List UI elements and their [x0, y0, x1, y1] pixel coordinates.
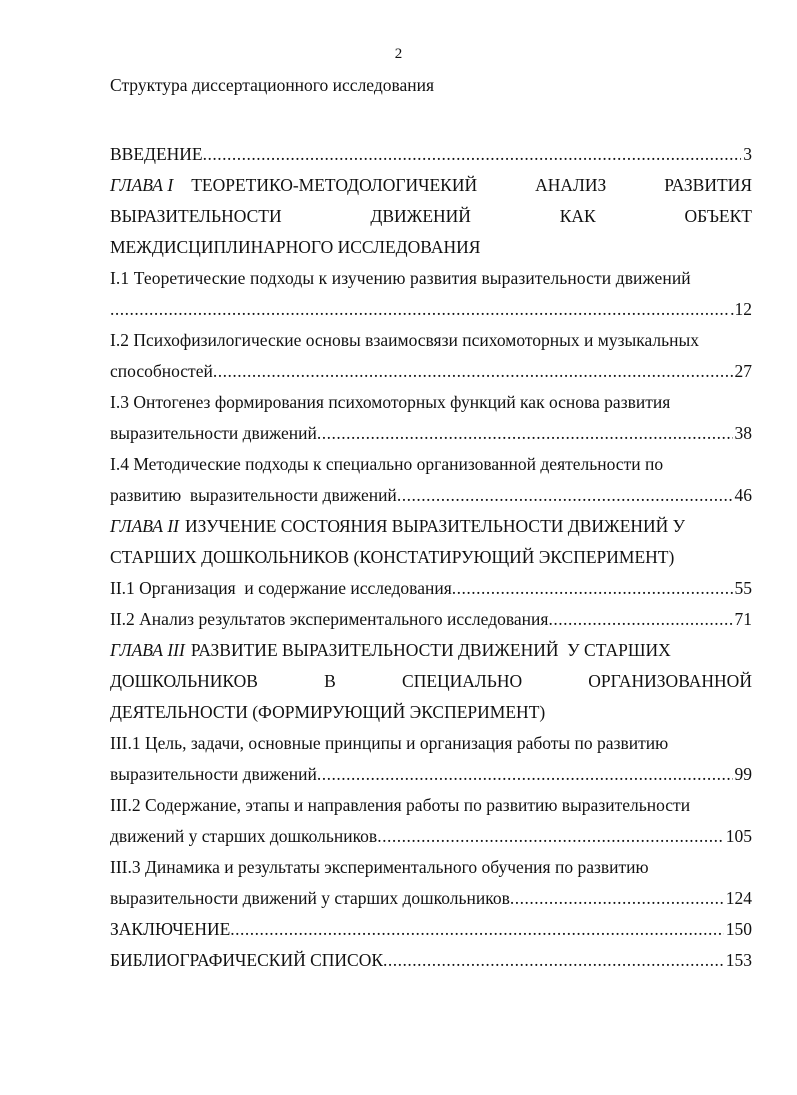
chapter-title-word: АНАЛИЗ	[535, 175, 607, 195]
toc-section-2-1[interactable]	[110, 573, 752, 604]
toc-chapter-2-line-1[interactable]	[110, 511, 752, 542]
chapter-title-word: КАК	[559, 206, 596, 226]
toc-label: ЗАКЛЮЧЕНИЕ	[110, 919, 231, 939]
section-title-cont: выразительности движений	[110, 423, 317, 443]
dot-leader	[230, 914, 723, 945]
toc-section-3-1-line-2	[110, 759, 752, 790]
chapter-prefix: ГЛАВА II	[110, 516, 180, 536]
toc-section-1-1-line-2	[110, 294, 752, 325]
toc-section-1-4-line-1[interactable]	[110, 449, 752, 480]
dot-leader	[377, 821, 724, 852]
page-number: 2	[394, 46, 403, 62]
dot-leader	[317, 759, 733, 790]
toc-entry-bibliography[interactable]	[110, 945, 752, 976]
toc-section-1-4-line-2	[110, 480, 752, 511]
chapter-title-word: ДВИЖЕНИЙ	[370, 206, 471, 226]
toc-section-3-3-line-1[interactable]	[110, 852, 752, 883]
section-title: III.2 Содержание, этапы и направления работы по развитию выразительности	[110, 795, 691, 815]
toc-page: 27	[734, 361, 752, 381]
section-title: III.1 Цель, задачи, основные принципы и организация работы по развитию	[110, 733, 669, 753]
chapter-title-part: МЕЖДИСЦИПЛИНАРНОГО ИССЛЕДОВАНИЯ	[110, 237, 481, 257]
toc-page: 55	[734, 578, 752, 598]
toc-section-1-3-line-1[interactable]	[110, 387, 752, 418]
toc-page: 3	[743, 144, 752, 164]
toc-page: 153	[725, 950, 752, 970]
section-title-cont: выразительности движений	[110, 764, 317, 784]
toc-chapter-1-line-1[interactable]	[110, 170, 752, 201]
dot-leader	[548, 604, 732, 635]
dot-leader	[203, 139, 742, 170]
toc-section-2-2[interactable]	[110, 604, 752, 635]
section-title: II.1 Организация и содержание исследования	[110, 578, 452, 598]
toc-chapter-1-line-2	[110, 201, 752, 232]
document-title: Структура диссертационного исследования	[110, 75, 435, 95]
chapter-title-word: ТЕОРЕТИКО-МЕТОДОЛОГИЧЕКИЙ	[191, 175, 478, 195]
section-title-cont: способностей	[110, 361, 213, 381]
section-title-cont: развитию выразительности движений	[110, 485, 397, 505]
dot-leader	[510, 883, 724, 914]
chapter-prefix: ГЛАВА III	[110, 640, 185, 660]
toc-page: 99	[734, 764, 752, 784]
dot-leader	[213, 356, 733, 387]
chapter-title-part: ИЗУЧЕНИЕ СОСТОЯНИЯ ВЫРАЗИТЕЛЬНОСТИ ДВИЖЕНИЙ У	[185, 516, 686, 536]
chapter-title-word: РАЗВИТИЯ	[664, 175, 752, 195]
toc-page: 105	[725, 826, 752, 846]
section-title: II.2 Анализ результатов экспериментального исследования	[110, 609, 549, 629]
toc-chapter-2-line-2	[110, 542, 752, 573]
chapter-title-word: СПЕЦИАЛЬНО	[402, 671, 523, 691]
section-title: III.3 Динамика и результаты экспериментального обучения по развитию	[110, 857, 649, 877]
toc-entry-conclusion[interactable]	[110, 914, 752, 945]
dot-leader	[383, 945, 724, 976]
toc-page: 71	[734, 609, 752, 629]
chapter-title-word: ВЫРАЗИТЕЛЬНОСТИ	[110, 206, 282, 226]
section-title: I.4 Методические подходы к специально организованной деятельности по	[110, 454, 664, 474]
toc-section-3-1-line-1[interactable]	[110, 728, 752, 759]
toc-page: 150	[725, 919, 752, 939]
toc-chapter-3-line-2	[110, 666, 752, 697]
toc-chapter-3-line-3	[110, 697, 752, 728]
chapter-title-part: РАЗВИТИЕ ВЫРАЗИТЕЛЬНОСТИ ДВИЖЕНИЙ У СТАРШИХ	[190, 640, 671, 660]
chapter-title-word: ДОШКОЛЬНИКОВ	[110, 671, 258, 691]
toc-page: 38	[734, 423, 752, 443]
toc-section-1-2-line-1[interactable]	[110, 325, 752, 356]
toc-page: 46	[734, 485, 752, 505]
table-of-contents	[110, 139, 752, 976]
dot-leader	[397, 480, 733, 511]
toc-section-3-2-line-1[interactable]	[110, 790, 752, 821]
toc-entry-intro[interactable]	[110, 139, 752, 170]
chapter-title-part: ДЕЯТЕЛЬНОСТИ (ФОРМИРУЮЩИЙ ЭКСПЕРИМЕНТ)	[110, 702, 546, 722]
chapter-title-part: СТАРШИХ ДОШКОЛЬНИКОВ (КОНСТАТИРУЮЩИЙ ЭКСПЕРИМЕНТ)	[110, 547, 675, 567]
toc-page: 124	[725, 888, 752, 908]
chapter-title-word: В	[324, 671, 336, 691]
toc-chapter-1-line-3	[110, 232, 752, 263]
toc-section-1-3-line-2	[110, 418, 752, 449]
toc-section-1-2-line-2	[110, 356, 752, 387]
chapter-prefix: ГЛАВА I	[110, 175, 174, 195]
dot-leader	[110, 294, 728, 325]
toc-label: БИБЛИОГРАФИЧЕСКИЙ СПИСОК	[110, 950, 384, 970]
toc-section-3-2-line-2	[110, 821, 752, 852]
toc-label: ВВЕДЕНИЕ	[110, 144, 203, 164]
toc-chapter-3-line-1[interactable]	[110, 635, 752, 666]
chapter-title-word: ОРГАНИЗОВАННОЙ	[588, 671, 752, 691]
dot-leader	[452, 573, 733, 604]
dot-leader	[317, 418, 733, 449]
chapter-title-word: ОБЪЕКТ	[684, 206, 752, 226]
section-title: I.2 Психофизилогические основы взаимосвязи психомоторных и музыкальных	[110, 330, 699, 350]
section-title: I.3 Онтогенез формирования психомоторных функций как основа развития	[110, 392, 671, 412]
section-title: I.1 Теоретические подходы к изучению развития выразительности движений	[110, 268, 691, 288]
section-title-cont: движений у старших дошкольников	[110, 826, 378, 846]
toc-page: .12	[730, 299, 752, 319]
toc-section-3-3-line-2	[110, 883, 752, 914]
toc-section-1-1-line-1[interactable]	[110, 263, 752, 294]
section-title-cont: выразительности движений у старших дошкольников	[110, 888, 510, 908]
